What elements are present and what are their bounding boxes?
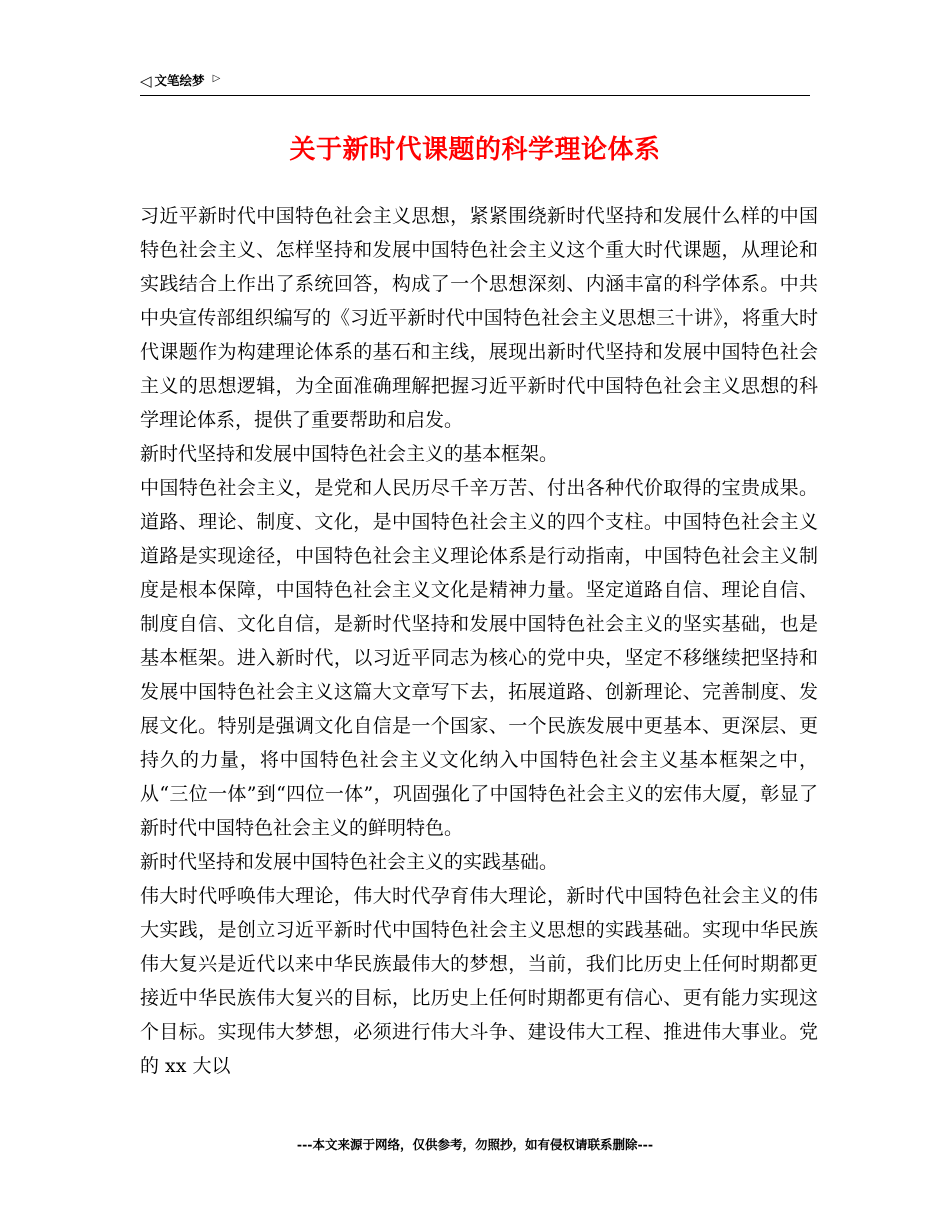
framework-paragraph: 中国特色社会主义，是党和人民历尽千辛万苦、付出各种代价取得的宝贵成果。道路、理论、制度、文化，是中国特色社会主义的四个支柱。中国特色社会主义道路是实现途径，中国特色社会主义理论体系是行动指南，中国特色社会主义制度是根本保障，中国特色社会主义文化是精神力量。坚定道路自信、理论自信、制度自信、文化自信，是新时代坚持和发展中国特色社会主义的坚实基础，也是基本框架。进入新时代，以习近平同志为核心的党中央，坚定不移继续把坚持和发展中国特色社会主义这篇大文章写下去，拓展道路、创新理论、完善制度、发展文化。特别是强调文化自信是一个国家、一个民族发展中更基本、更深层、更持久的力量，将中国特色社会主义文化纳入中国特色社会主义基本框架之中，从“三位一体”到“四位一体”，巩固强化了中国特色社会主义的宏伟大厦，彰显了新时代中国特色社会主义的鲜明特色。 — [140, 477, 818, 839]
footer-disclaimer: ---本文来源于网络，仅供参考，勿照抄，如有侵权请联系删除--- — [296, 1137, 654, 1152]
document-body — [140, 199, 818, 1083]
section-heading-framework: 新时代坚持和发展中国特色社会主义的基本框架。 — [140, 443, 559, 465]
intro-paragraph: 习近平新时代中国特色社会主义思想，紧紧围绕新时代坚持和发展什么样的中国特色社会主义、怎样坚持和发展中国特色社会主义这个重大时代课题，从理论和实践结合上作出了系统回答，构成了一个思想深刻、内涵丰富的科学体系。中共中央宣传部组织编写的《习近平新时代中国特色社会主义思想三十讲》，将重大时代课题作为构建理论体系的基石和主线，展现出新时代坚持和发展中国特色社会主义的思想逻辑，为全面准确理解把握习近平新时代中国特色社会主义思想的科学理论体系，提供了重要帮助和启发。 — [140, 205, 818, 431]
page-header — [140, 72, 810, 96]
document-title: 关于新时代课题的科学理论体系 — [289, 135, 661, 165]
header-brand: 文笔绘梦 — [154, 73, 205, 88]
right-triangle-icon: ▷ — [212, 73, 221, 84]
section-heading-practice: 新时代坚持和发展中国特色社会主义的实践基础。 — [140, 851, 559, 873]
left-triangle-icon: ◁ — [140, 72, 152, 90]
practice-paragraph: 伟大时代呼唤伟大理论，伟大时代孕育伟大理论，新时代中国特色社会主义的伟大实践，是创立习近平新时代中国特色社会主义思想的实践基础。实现中华民族伟大复兴是近代以来中华民族最伟大的梦想，当前，我们比历史上任何时期都更接近中华民族伟大复兴的目标，比历史上任何时期都更有信心、更有能力实现这个目标。实现伟大梦想，必须进行伟大斗争、建设伟大工程、推进伟大事业。党的 xx 大以 — [140, 885, 818, 1077]
